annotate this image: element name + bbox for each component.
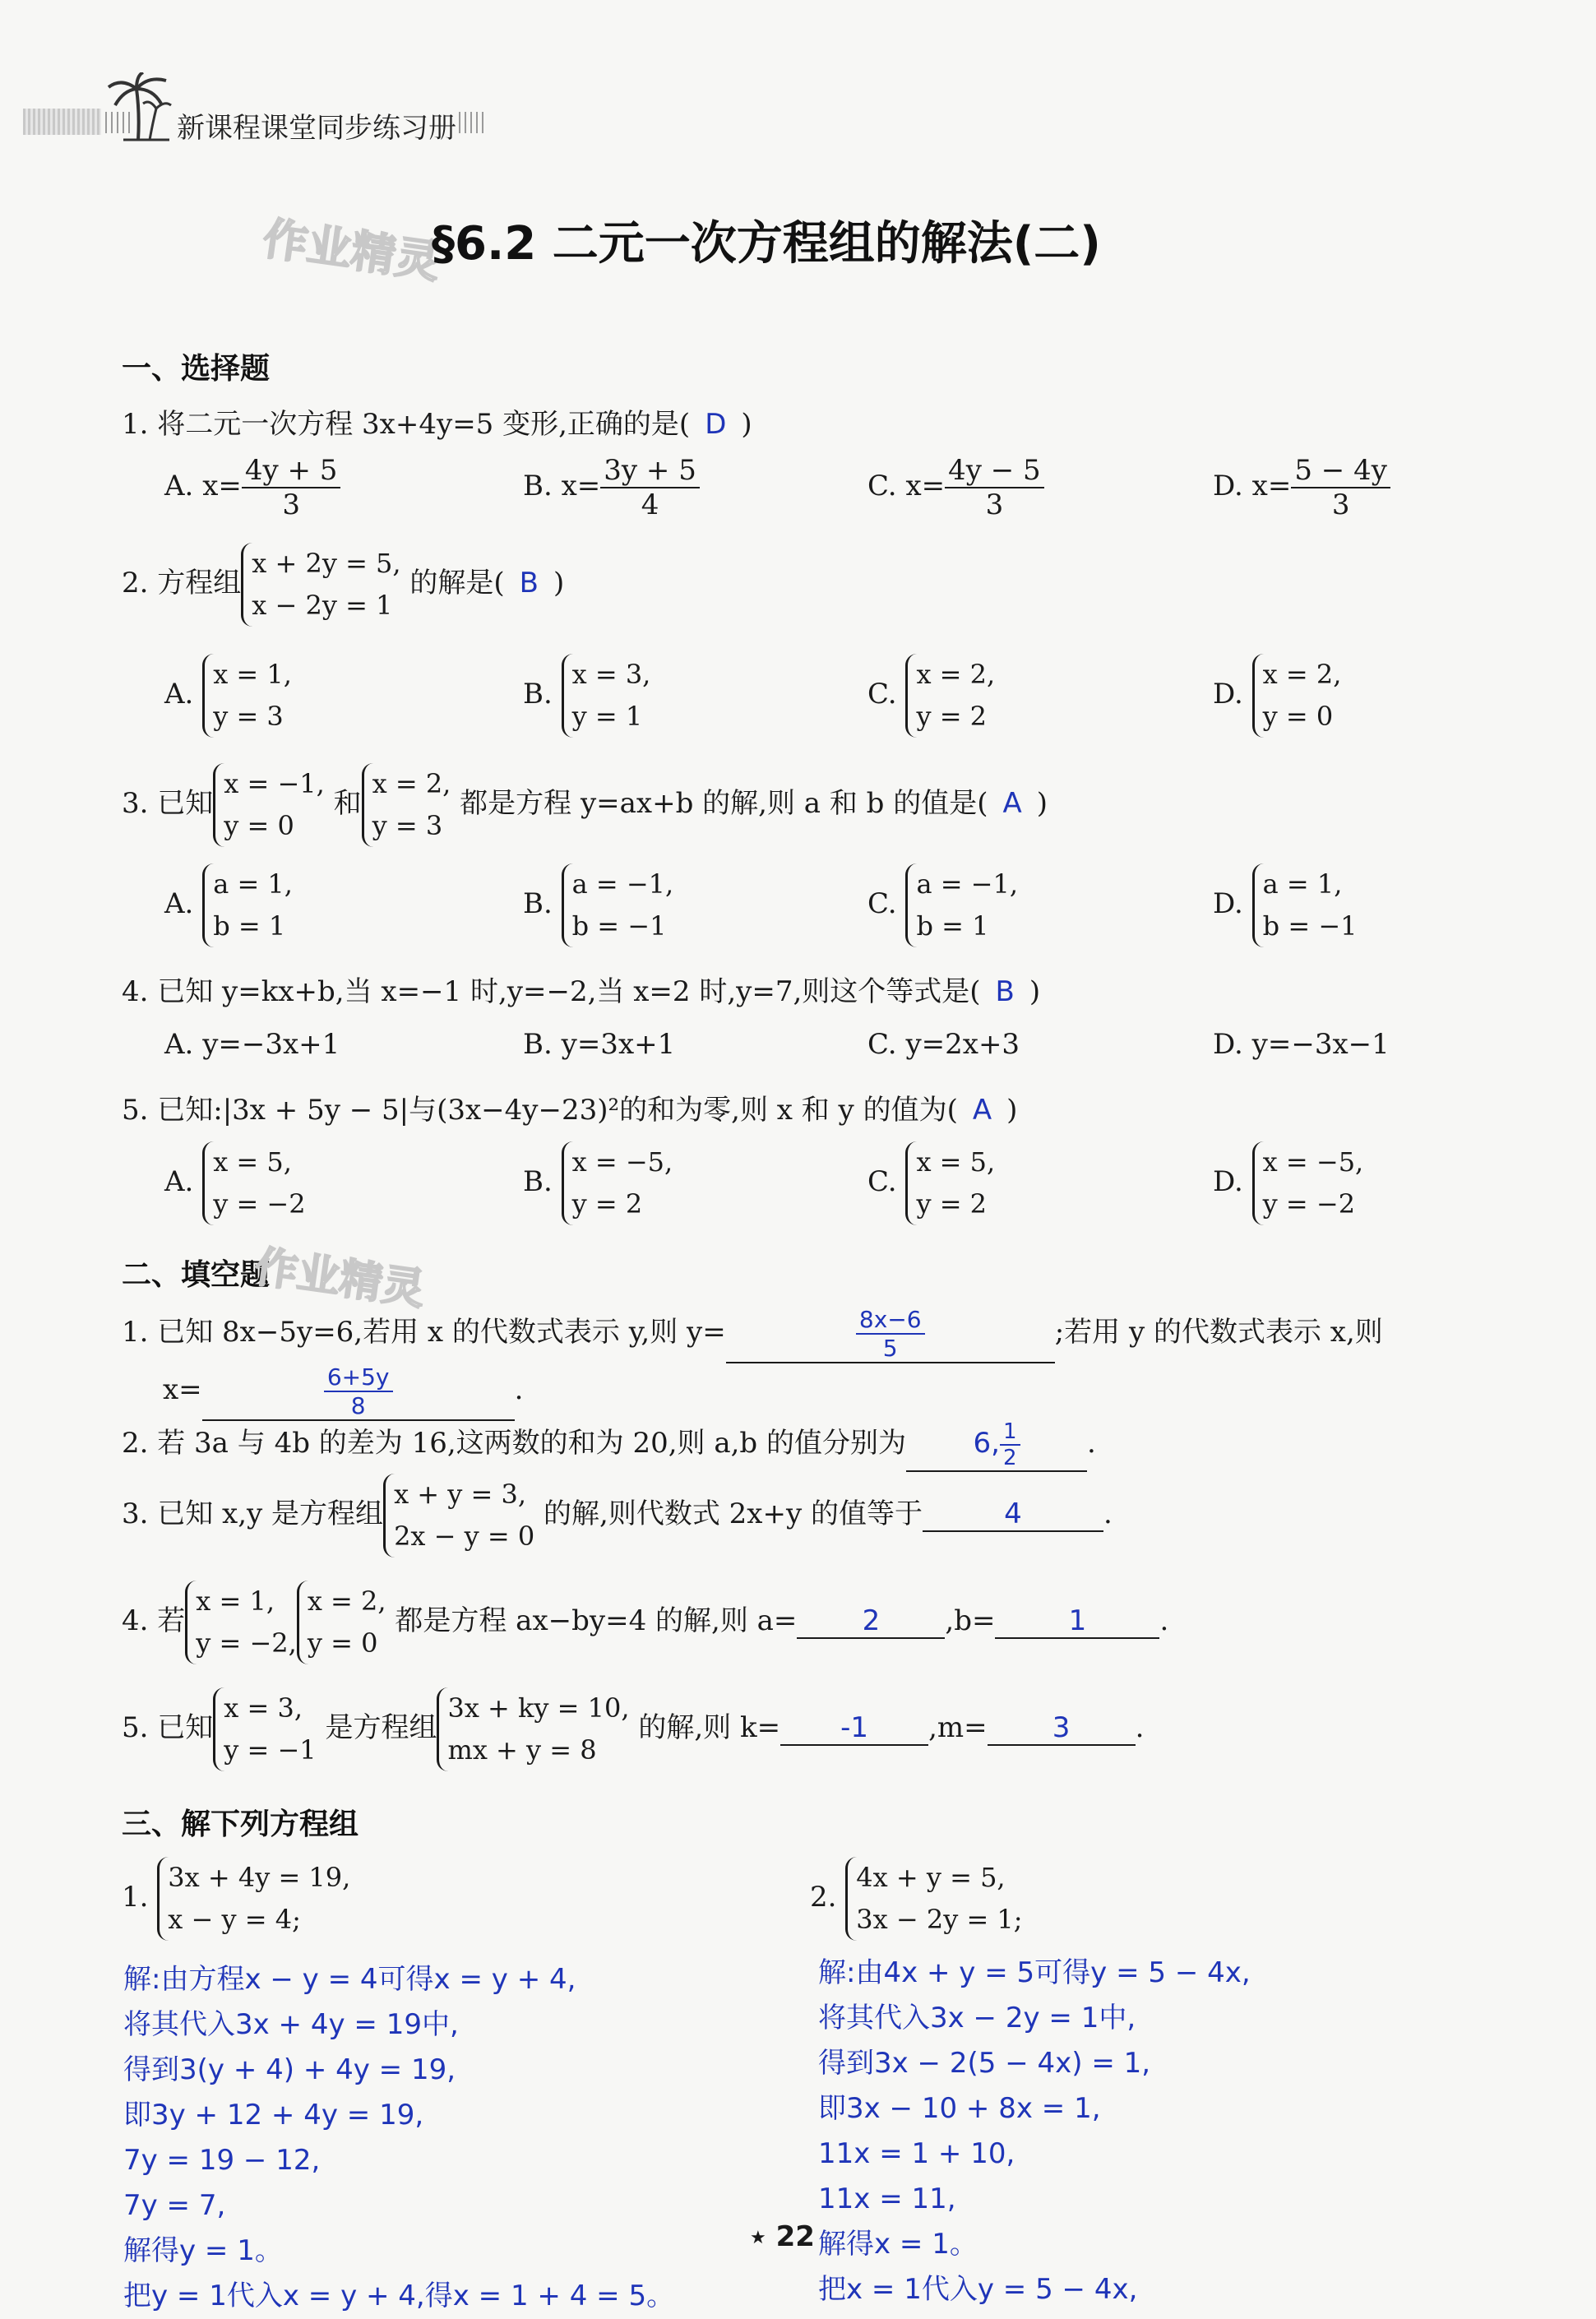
question-stem: 1. 将二元一次方程 3x+4y=5 变形,正确的是( bbox=[122, 408, 691, 441]
watermark: 作业精灵 bbox=[260, 212, 443, 289]
option-b: B. y=3x+1 bbox=[523, 1028, 676, 1061]
fill-question-1-cont: x= $\frac{6+5y}{8}$ . bbox=[163, 1363, 524, 1419]
problem-2: 2. 4x + y = 5, 3x − 2y = 1; bbox=[810, 1857, 1023, 1941]
palm-tree-icon bbox=[107, 72, 173, 142]
question-1 bbox=[122, 401, 752, 442]
option-d: D. y=−3x−1 bbox=[1213, 1028, 1390, 1061]
fill-question-2: 2. 若 3a 与 4b 的差为 16,这两数的和为 20,则 a,b 的值分别为 6, $\frac{1}{2}$ . bbox=[122, 1419, 1096, 1470]
option-d: D. a = 1, b = −1 bbox=[1213, 863, 1357, 947]
option-a: A. x = 1, y = 3 bbox=[164, 654, 292, 738]
option-c: C. x = 5, y = 2 bbox=[867, 1141, 995, 1225]
book-title: 新课程课堂同步练习册 bbox=[177, 112, 456, 145]
answer: A bbox=[1002, 787, 1022, 821]
section-heading-choice: 一、选择题 bbox=[122, 352, 271, 386]
header-decoration bbox=[23, 109, 101, 135]
option-c: C. x = 2, y = 2 bbox=[867, 654, 995, 738]
fill-question-1: 1. 已知 8x−5y=6,若用 x 的代数式表示 y,则 y= $\frac{8x-6}{5}$ ;若用 y 的代数式表示 x,则 bbox=[122, 1306, 1383, 1362]
option-a: A. a = 1, b = 1 bbox=[164, 863, 293, 947]
option-c: C. x= $\frac{4y - 5}{3}$ bbox=[867, 454, 1044, 521]
option-d: D. x = 2, y = 0 bbox=[1213, 654, 1341, 738]
option-b: B. x = −5, y = 2 bbox=[523, 1141, 673, 1225]
option-c: C. y=2x+3 bbox=[867, 1028, 1020, 1061]
option-a: A. x= $\frac{4y + 5}{3}$ bbox=[164, 454, 340, 521]
question-3: 3. 已知 x = −1, y = 0 和 x = 2, y = 3 都是方程 y=ax+b 的解,则 a 和 b 的值是( A ) bbox=[122, 763, 1048, 847]
option-d: D. x= $\frac{5 - 4y}{3}$ bbox=[1213, 454, 1390, 521]
watermark: 作业精灵 bbox=[252, 1242, 428, 1316]
header-ticks-right bbox=[459, 112, 483, 133]
answer: B bbox=[519, 567, 539, 600]
answer: D bbox=[705, 408, 727, 441]
option-b: B. x= $\frac{3y + 5}{4}$ bbox=[523, 454, 700, 521]
option-b: B. a = −1, b = −1 bbox=[523, 863, 673, 947]
option-c: C. a = −1, b = 1 bbox=[867, 863, 1018, 947]
solution-2: 解:由4x + y = 5可得y = 5 − 4x, 将其代入3x − 2y = 1中, 得到3x − 2(5 − 4x) = 1, 即3x − 10 + 8x = 1, 11x = 1 + 10, 11x = 11, 解得x = 1。 把x = 1代入y = 5 − 4x, bbox=[818, 1956, 1251, 2306]
question-4: 4. 已知 y=kx+b,当 x=−1 时,y=−2,当 x=2 时,y=7,则这个等式是( B ) bbox=[122, 975, 1041, 1008]
option-b: B. x = 3, y = 1 bbox=[523, 654, 650, 738]
answer: A bbox=[972, 1094, 992, 1127]
solution-1: 解:由方程x − y = 4可得x = y + 4, 将其代入3x + 4y = 19中, 得到3(y + 4) + 4y = 19, 即3y + 12 + 4y = 19, 7y = 19 − 12, 7y = 7, 解得y = 1。 把y = 1代入x = y + 4,得x = 1 + 4 = 5。 bbox=[123, 1963, 675, 2312]
fill-question-5: 5. 已知 x = 3, y = −1 是方程组 3x + ky = 10, mx + y = 8 的解,则 k= -1 ,m= 3 . bbox=[122, 1687, 1144, 1771]
paren: ) bbox=[741, 408, 752, 441]
section-heading-fill: 二、填空题 bbox=[122, 1258, 271, 1292]
option-a: A. y=−3x+1 bbox=[164, 1028, 340, 1061]
problem-1: 1. 3x + 4y = 19, x − y = 4; bbox=[122, 1857, 350, 1941]
fill-question-4: 4. 若 x = 1, y = −2, x = 2, y = 0 都是方程 ax−by=4 的解,则 a= 2 ,b= 1 . bbox=[122, 1581, 1168, 1664]
question-5: 5. 已知:|3x + 5y − 5|与(3x−4y−23)²的和为零,则 x 和 y 的值为( A ) bbox=[122, 1094, 1018, 1127]
option-d: D. x = −5, y = −2 bbox=[1213, 1141, 1363, 1225]
question-2: 2. 方程组 x + 2y = 5, x − 2y = 1 的解是( B ) bbox=[122, 543, 564, 627]
page-number: ★ 22 bbox=[750, 2220, 815, 2253]
option-a: A. x = 5, y = −2 bbox=[164, 1141, 306, 1225]
fill-question-3: 3. 已知 x,y 是方程组 x + y = 3, 2x − y = 0 的解,则代数式 2x+y 的值等于 4 . bbox=[122, 1474, 1113, 1558]
star-icon: ★ bbox=[750, 2228, 766, 2248]
section-heading-solve: 三、解下列方程组 bbox=[122, 1808, 359, 1841]
page-title: §6.2 二元一次方程组的解法(二) bbox=[432, 217, 1101, 271]
answer: B bbox=[995, 975, 1015, 1008]
